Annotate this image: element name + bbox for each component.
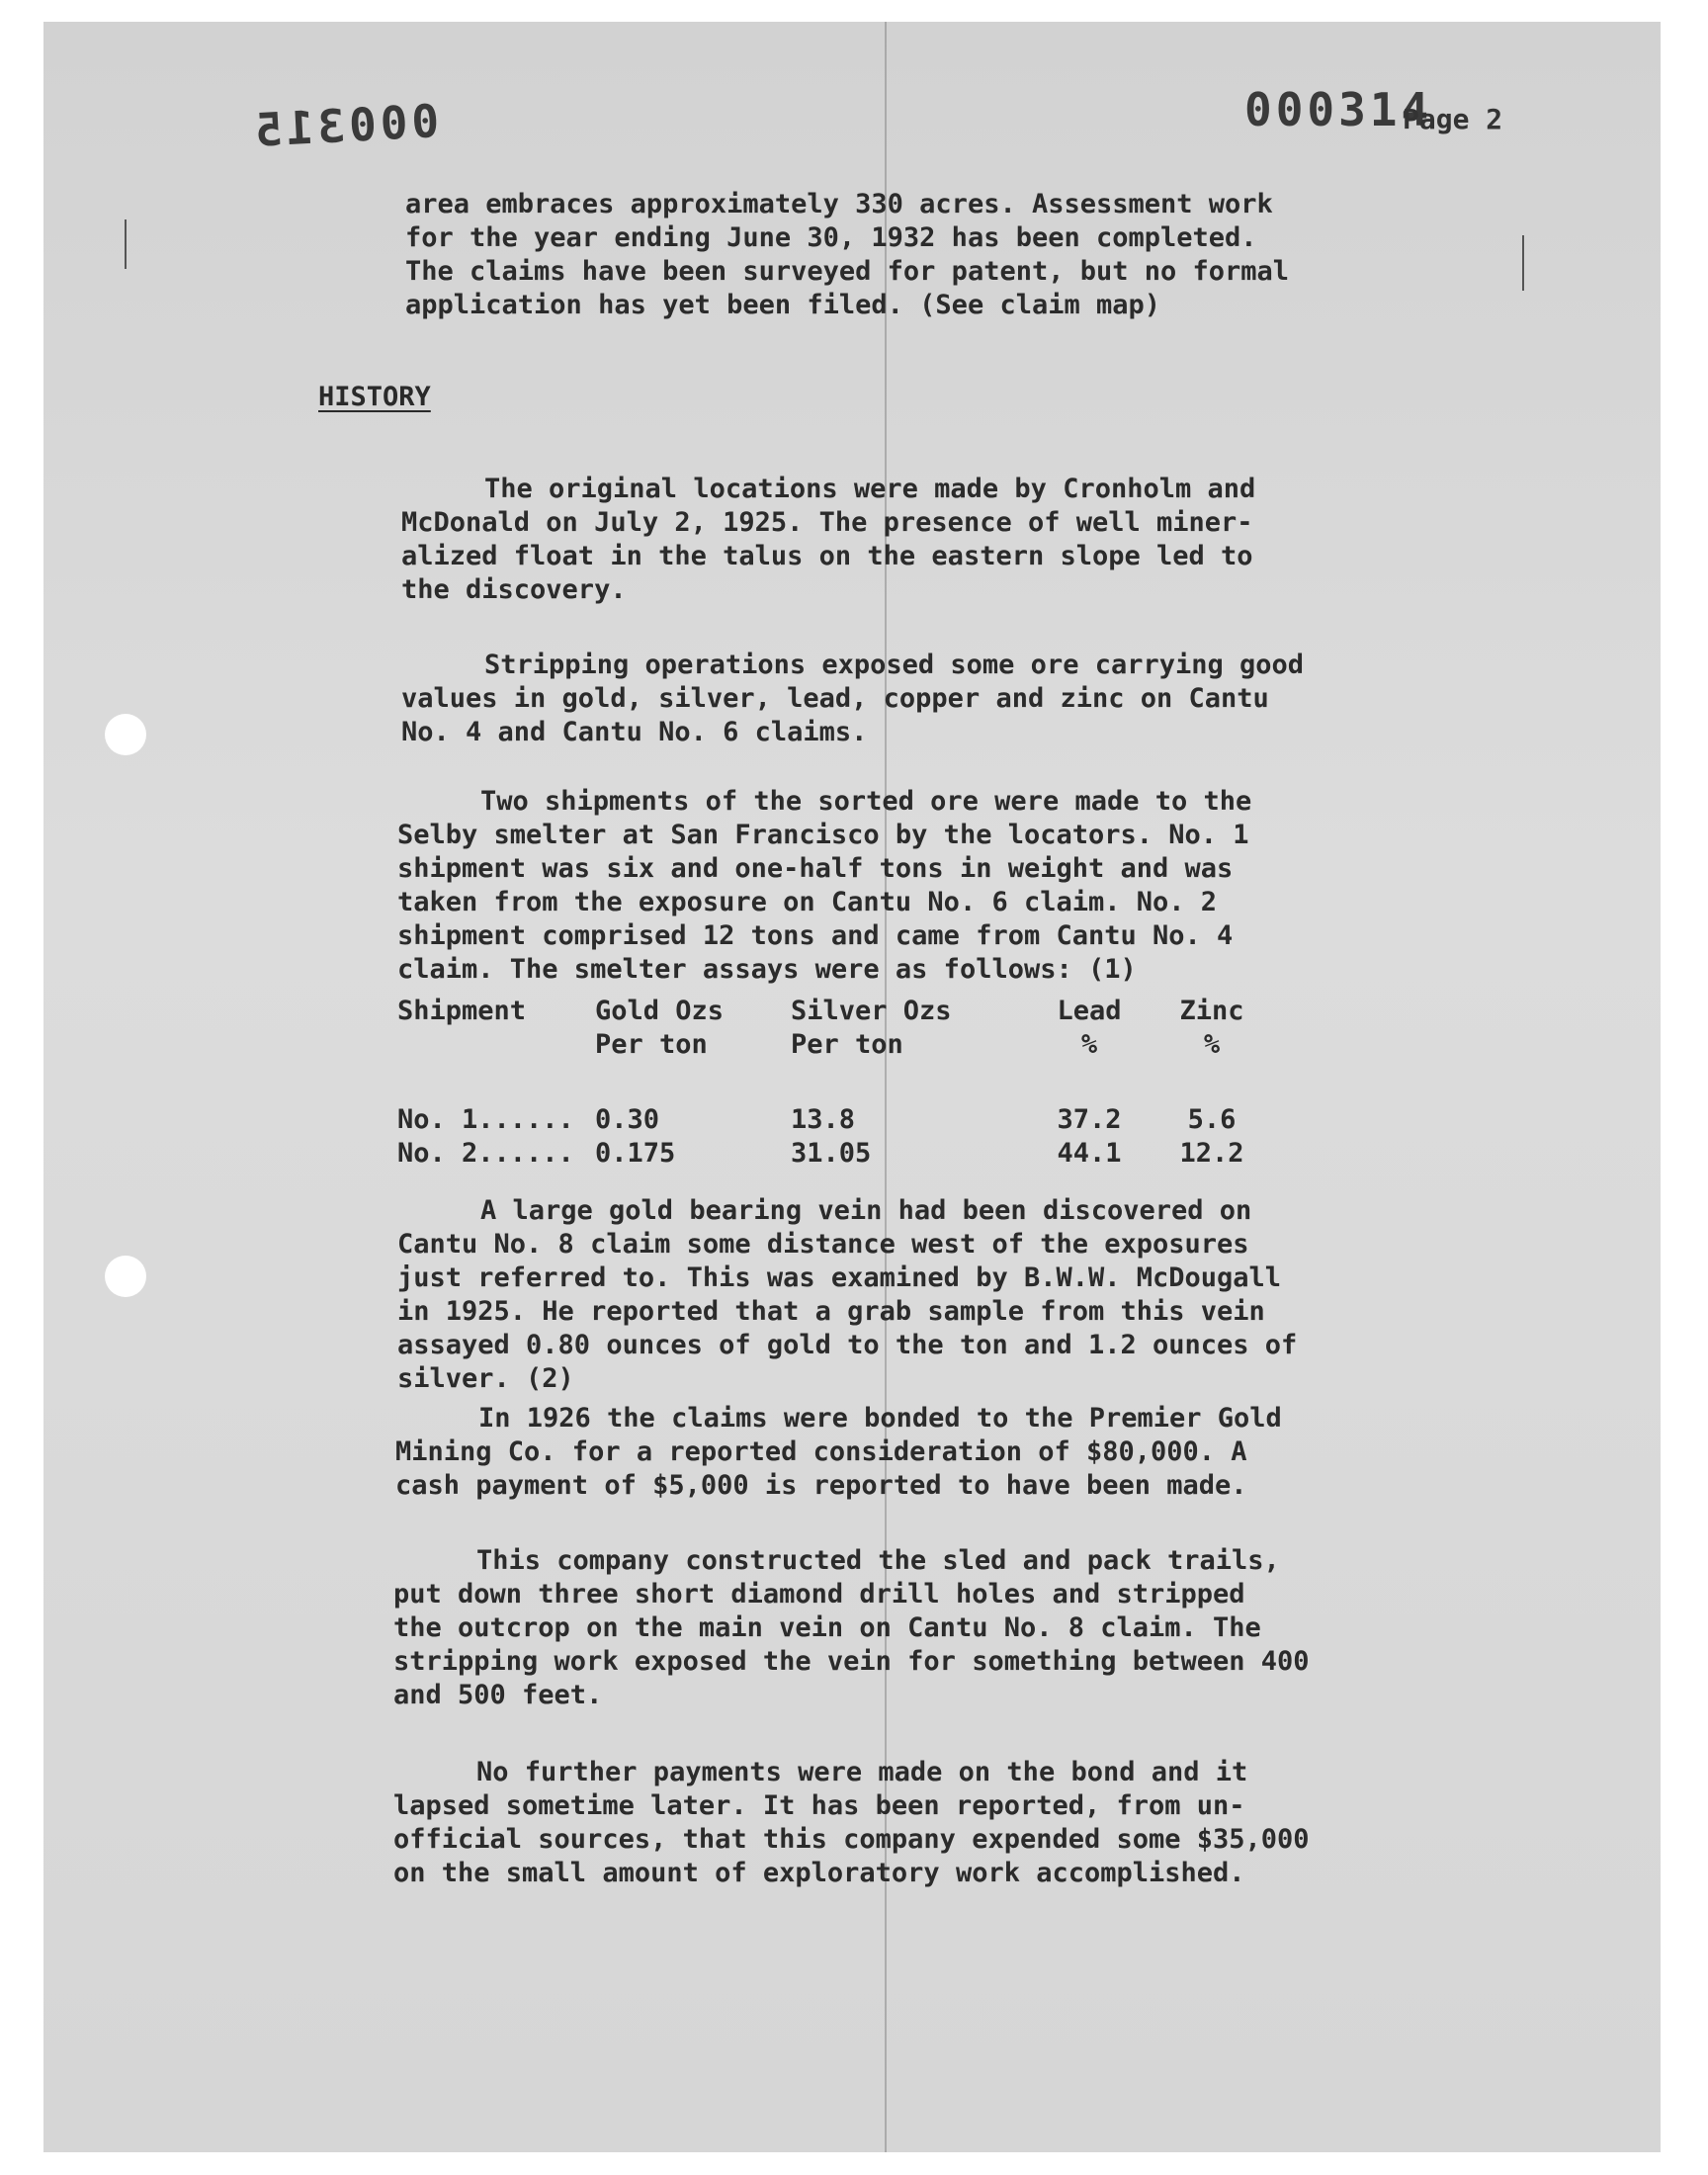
cell-lead: 37.2 [1057,1104,1122,1135]
cell-lead: 44.1 [1057,1138,1122,1169]
paragraph-bond-lapsed: No further payments were made on the bond and it lapsed sometime later. It has been reported, from un- official sources, that this company expended some $35,000 on the small amount of exploratory work accomplished. [393,1757,1310,1888]
intro-paragraph: area embraces approximately 330 acres. Assessment work for the year ending June 30, 1932 has been completed. The claims have been surveyed for patent, but no formal application has yet been filed. (See claim map) [405,189,1290,320]
paragraph-company-work: This company constructed the sled and pack trails, put down three short diamond drill holes and stripped the outcrop on the main vein on Cantu No. 8 claim. The stripping work exposed the vein for something between 400 and 500 feet. [393,1545,1310,1710]
document-page [43,22,1661,2152]
table-spacer-row [397,1070,1271,1103]
header-shipment: Shipment [397,996,527,1026]
assay-table-header-row [397,995,1271,1070]
history-heading: HISTORY [318,382,431,412]
history-paragraph-stripping: Stripping operations exposed some ore carrying good values in gold, silver, lead, copper and zinc on Cantu No. 4 and Cantu No. 6 claims. [401,650,1305,747]
cell-gold: 0.30 [595,1104,660,1135]
cell-shipment: No. 2...... [397,1138,574,1169]
header-silver: Silver Ozs Per ton [791,996,952,1060]
punch-hole-upper [105,714,146,755]
punch-hole-lower [105,1256,146,1297]
cell-gold: 0.175 [595,1138,676,1169]
history-paragraph-shipments: Two shipments of the sorted ore were made to the Selby smelter at San Francisco by the locators. No. 1 shipment was six and one-half tons in weight and was taken from the exposure on Cantu No. 6 claim. No. 2 shipment comprised 12 tons and came from Cantu No. 4 claim. The smelter assays were as follows: (1) [397,786,1252,985]
cell-zinc: 5.6 [1187,1104,1237,1135]
table-row [397,1103,1271,1137]
header-lead: Lead % [1057,996,1122,1060]
header-zinc: Zinc % [1179,996,1244,1060]
paragraph-bond: In 1926 the claims were bonded to the Premier Gold Mining Co. for a reported consideration of $80,000. A cash payment of $5,000 is reported to have been made. [395,1403,1282,1501]
header-gold: Gold Ozs Per ton [595,996,725,1060]
cell-silver: 13.8 [791,1104,856,1135]
cell-shipment: No. 1...... [397,1104,574,1135]
document-number-stamp: 000314 [1244,83,1433,136]
cell-zinc: 12.2 [1179,1138,1244,1169]
table-row [397,1137,1271,1171]
paragraph-gold-vein: A large gold bearing vein had been discovered on Cantu No. 8 claim some distance west of the exposures just referred to. This was examined by B.W.W. McDougall in 1925. He reported that a grab sample from this vein assayed 0.80 ounces of gold to the ton and 1.2 ounces of silver. (2) [397,1195,1298,1394]
mirrored-document-number-stamp: 000315 [249,94,441,157]
smelter-assay-table [397,995,1271,1171]
history-paragraph-locations: The original locations were made by Cronholm and McDonald on July 2, 1925. The presence of well miner- alized float in the talus on the eastern slope led to the discovery. [401,474,1256,605]
page-number-label: Page 2 [1403,103,1503,135]
cell-silver: 31.05 [791,1138,872,1169]
right-margin-mark [1522,235,1524,291]
left-margin-mark [125,219,127,269]
